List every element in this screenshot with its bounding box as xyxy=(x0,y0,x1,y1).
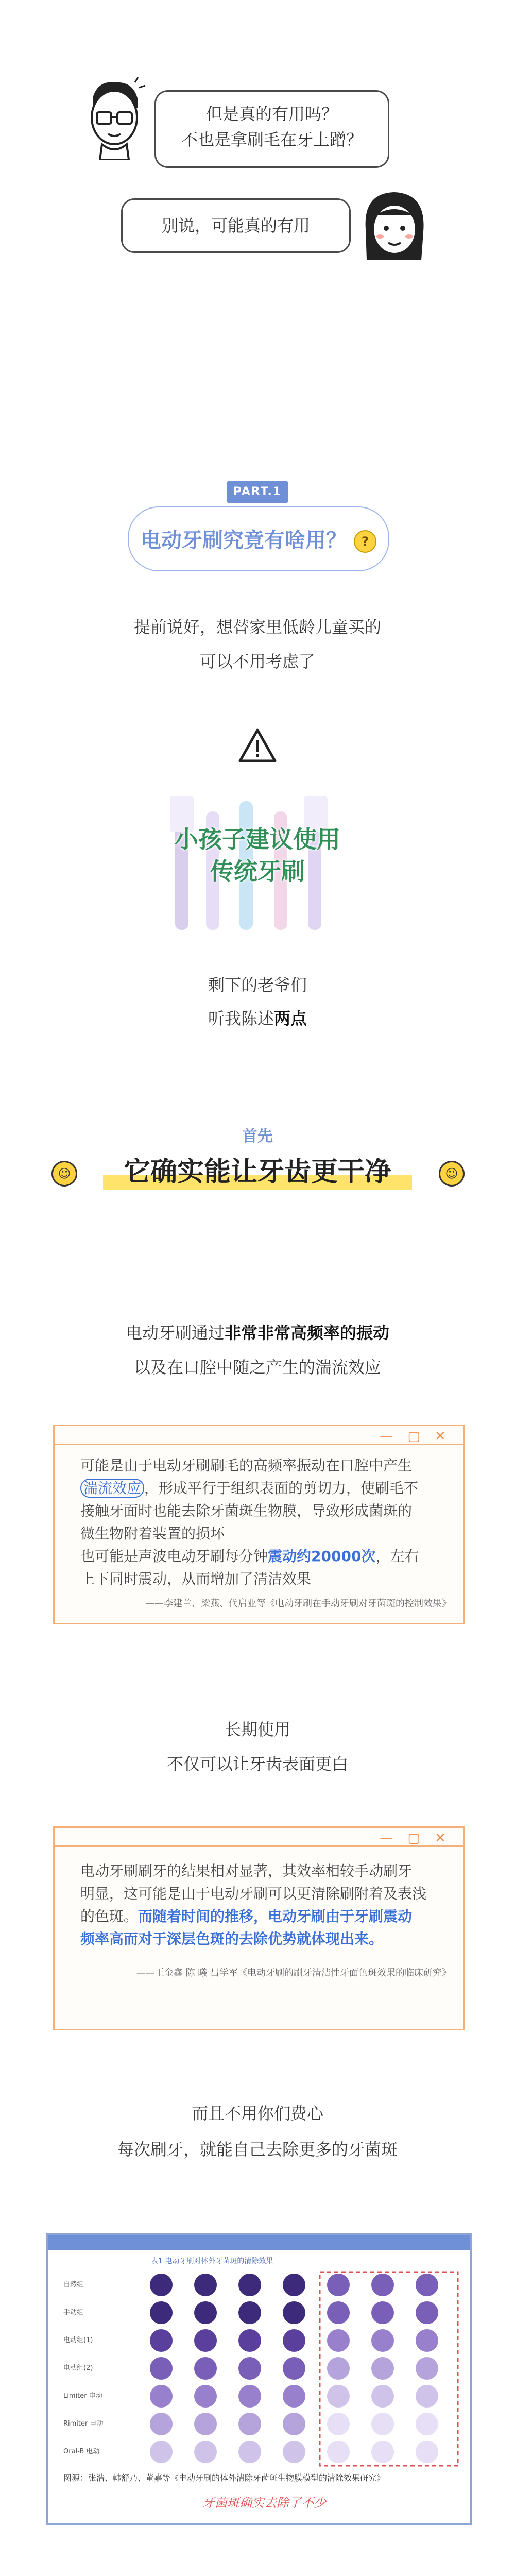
bubble-answer-text: 别说，可能真的有用 xyxy=(161,216,310,235)
plaque-sample-circle xyxy=(194,2329,217,2352)
plaque-sample-circle xyxy=(194,2413,217,2435)
first-p3-line2: 每次刷牙，就能自己去除更多的牙菌斑 xyxy=(117,2140,398,2159)
quote-2-line-3-a: 的色斑。 xyxy=(80,1908,139,1925)
plaque-sample-circle xyxy=(416,2413,438,2435)
plaque-sample-circle xyxy=(327,2329,350,2352)
speech-bubble-answer xyxy=(121,198,351,253)
quote-2-highlight-a: 而随着时间的推移，电动牙刷由于牙刷震动 xyxy=(138,1908,413,1925)
quote-box-2 xyxy=(53,1826,465,2030)
plaque-sample-circle xyxy=(327,2301,350,2324)
plaque-sample-circle xyxy=(283,2413,305,2435)
first-p1-line2: 以及在口腔中随之产生的湍流效应 xyxy=(133,1358,381,1377)
woman-avatar-icon xyxy=(355,183,433,270)
plaque-sample-circle xyxy=(416,2301,438,2324)
figure-row-label: 手动组 xyxy=(63,2309,84,2316)
smile-face-icon: ☺ xyxy=(52,1161,77,1187)
speech-bubble-doubt xyxy=(154,90,389,168)
quote-1-line-6: 上下同时震动，从而增加了清洁效果 xyxy=(80,1570,312,1587)
quote-2-line-3 xyxy=(80,1905,451,1928)
plaque-sample-circle xyxy=(283,2274,305,2296)
quote-2-highlight-b: 频率高而对于深层色斑的去除优势就体现出来。 xyxy=(80,1930,384,1947)
intro-line-4 xyxy=(0,1007,515,1030)
plaque-sample-circle xyxy=(371,2329,394,2352)
plaque-sample-circle xyxy=(238,2357,261,2380)
kid-line-1: 小孩子建议使用 xyxy=(175,825,340,853)
window-controls-icon: — ▢ ✕ xyxy=(380,1429,451,1444)
quote-1-line-2 xyxy=(80,1477,451,1500)
quote-box-1 xyxy=(53,1425,465,1624)
figure-row-labels xyxy=(63,2271,135,2466)
first-p3-line1: 而且不用你们费心 xyxy=(191,2104,323,2123)
first-p2-line1: 长期使用 xyxy=(224,1720,290,1739)
figure-row-label: Rimiter 电动 xyxy=(63,2420,104,2428)
plaque-sample-circle xyxy=(238,2413,261,2435)
quote-1-line-4: 微生物附着装置的损坏 xyxy=(80,1525,225,1542)
figure-row-label: 电动组(2) xyxy=(63,2364,93,2372)
intro-line-2: 可以不用考虑了 xyxy=(199,652,315,671)
plaque-sample-grid-icon xyxy=(141,2271,460,2467)
kid-line-2: 传统牙刷 xyxy=(210,857,305,885)
window-controls-icon-2: — ▢ ✕ xyxy=(380,1831,451,1846)
plaque-sample-circle xyxy=(327,2441,350,2463)
bubble-line-2: 不也是拿刷毛在牙上蹭？ xyxy=(181,130,363,149)
plaque-sample-circle xyxy=(416,2274,438,2296)
plaque-sample-circle xyxy=(327,2274,350,2296)
warning-icon xyxy=(238,728,277,763)
figure-row-label: Oral-B 电动 xyxy=(63,2448,100,2455)
part-title-text: 电动牙刷究竟有啥用？ xyxy=(141,529,347,552)
plaque-sample-circle xyxy=(194,2441,217,2463)
plaque-figure xyxy=(46,2233,472,2525)
plaque-sample-circle xyxy=(194,2301,217,2324)
plaque-sample-circle xyxy=(238,2441,261,2463)
kid-recommendation xyxy=(129,823,386,887)
plaque-sample-circle xyxy=(150,2357,173,2380)
figure-caption: 图源：张浩、韩舒乃、董嘉等《电动牙刷的体外清除牙菌斑生物膜模型的清除效果研究》 xyxy=(63,2473,385,2483)
plaque-sample-circle xyxy=(416,2385,438,2408)
figure-header-bar xyxy=(48,2235,470,2250)
first-p2-line2: 不仅可以让牙齿表面更白 xyxy=(166,1754,348,1774)
quote-1-line-1: 可能是由于电动牙刷刷毛的高频率振动在口腔中产生 xyxy=(80,1457,413,1474)
quote-box-header-2 xyxy=(55,1828,464,1847)
plaque-sample-circle xyxy=(283,2385,305,2408)
plaque-sample-circle xyxy=(194,2385,217,2408)
first-p1-line1 xyxy=(0,1321,515,1344)
smile-face-icon-right: ☺ xyxy=(439,1161,465,1187)
intro-line-4-prefix: 听我陈述 xyxy=(208,1009,274,1028)
part-title xyxy=(129,524,388,553)
figure-row-label: Limiter 电动 xyxy=(63,2392,102,2400)
figure-chart-title: 表1 电动牙刷对体外牙菌斑的清除效果 xyxy=(151,2257,273,2265)
first-p1-prefix: 电动牙刷通过 xyxy=(125,1323,225,1343)
plaque-sample-circle xyxy=(371,2274,394,2296)
plaque-sample-circle xyxy=(283,2357,305,2380)
quote-1-highlight-turbulence: 湍流效应 xyxy=(80,1479,144,1498)
figure-handwriting: 牙菌斑确实去除了不少 xyxy=(202,2496,326,2510)
plaque-sample-circle xyxy=(150,2385,173,2408)
plaque-sample-circle xyxy=(238,2301,261,2324)
plaque-sample-circle xyxy=(371,2385,394,2408)
plaque-sample-circle xyxy=(416,2441,438,2463)
quote-1-highlight-vibration: 震动约20000次 xyxy=(268,1548,376,1565)
bubble-line-1: 但是真的有用吗？ xyxy=(205,104,338,124)
part-tag: PART.1 xyxy=(227,481,288,503)
quote-1-line-5-b: ，左右 xyxy=(375,1548,419,1565)
plaque-sample-circle xyxy=(283,2329,305,2352)
plaque-sample-circle xyxy=(194,2274,217,2296)
plaque-sample-circle xyxy=(283,2441,305,2463)
plaque-sample-circle xyxy=(150,2274,173,2296)
plaque-sample-circle xyxy=(371,2413,394,2435)
part-title-box xyxy=(128,506,389,571)
plaque-sample-circle xyxy=(327,2357,350,2380)
plaque-sample-circle xyxy=(371,2441,394,2463)
quote-1-line-3: 接触牙面时也能去除牙菌斑生物膜，导致形成菌斑的 xyxy=(80,1502,413,1519)
quote-1-body xyxy=(80,1454,451,1615)
figure-row-label: 自然组 xyxy=(63,2281,84,2289)
intro-line-1: 提前说好，想替家里低龄儿童买的 xyxy=(133,617,381,637)
first-label: 首先 xyxy=(242,1127,273,1145)
figure-row-label: 电动组(1) xyxy=(63,2336,93,2344)
plaque-sample-circle xyxy=(194,2357,217,2380)
quote-box-header xyxy=(55,1426,464,1445)
quote-1-citation: ——李建兰、梁燕、代启业等《电动牙刷在手动牙刷对牙菌斑的控制效果》 xyxy=(145,1598,451,1609)
quote-1-line-2-rest: ，形成平行于组织表面的剪切力，使刷毛不 xyxy=(144,1480,419,1497)
plaque-sample-circle xyxy=(371,2357,394,2380)
intro-line-4-bold: 两点 xyxy=(274,1009,307,1028)
plaque-sample-circle xyxy=(150,2413,173,2435)
plaque-sample-circle xyxy=(283,2301,305,2324)
plaque-sample-circle xyxy=(416,2357,438,2380)
intro-line-3: 剩下的老爷们 xyxy=(208,975,307,995)
plaque-sample-circle xyxy=(327,2385,350,2408)
first-p1-bold: 非常非常高频率的振动 xyxy=(225,1323,390,1343)
plaque-sample-circle xyxy=(238,2329,261,2352)
first-title-text: 它确实能让牙齿更干净 xyxy=(123,1157,391,1188)
first-title xyxy=(82,1149,433,1195)
thinking-face-icon: ? xyxy=(354,530,376,553)
plaque-sample-circle xyxy=(371,2301,394,2324)
quote-2-line-1: 电动牙刷刷牙的结果相对显著，其效率相较手动刷牙 xyxy=(80,1862,413,1879)
quote-2-citation: ——王金鑫 陈 曦 吕学军《电动牙刷的刷牙清洁性牙面色斑效果的临床研究》 xyxy=(136,1968,451,1978)
plaque-sample-circle xyxy=(238,2385,261,2408)
plaque-sample-circle xyxy=(416,2329,438,2352)
plaque-sample-circle xyxy=(150,2441,173,2463)
quote-1-line-5-a: 也可能是声波电动牙刷每分钟 xyxy=(80,1548,268,1565)
plaque-sample-circle xyxy=(150,2301,173,2324)
plaque-sample-circle xyxy=(238,2274,261,2296)
quote-1-line-5 xyxy=(80,1545,451,1568)
plaque-sample-circle xyxy=(150,2329,173,2352)
man-avatar-icon xyxy=(77,72,149,160)
quote-2-line-2: 明显，这可能是由于电动牙刷可以更清除刷附着及表浅 xyxy=(80,1885,427,1902)
quote-2-body xyxy=(80,1860,451,1985)
plaque-sample-circle xyxy=(327,2413,350,2435)
